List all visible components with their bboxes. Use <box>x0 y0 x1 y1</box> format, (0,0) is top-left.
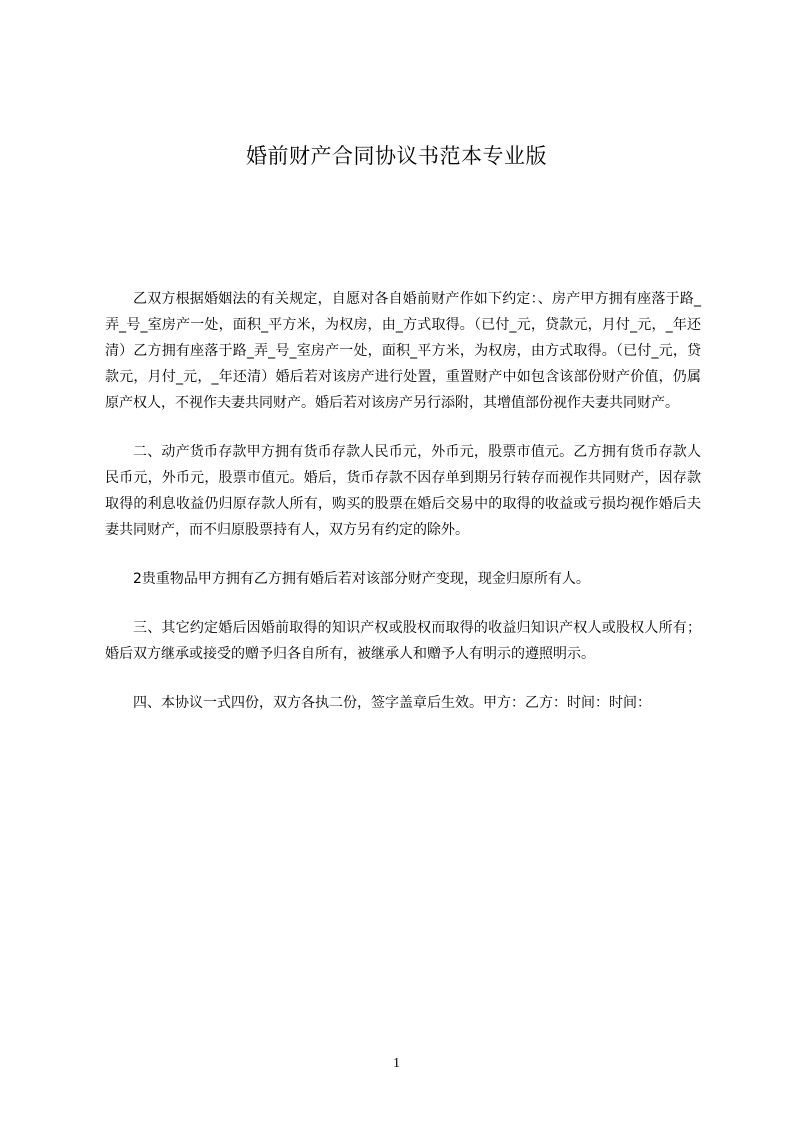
paragraph-signatures: 四、本协议一式四份，双方各执二份，签字盖章后生效。甲方：乙方：时间：时间： <box>133 695 651 711</box>
paragraph-property-house: 乙双方根据婚姻法的有关规定，自愿对各自婚前财产作如下约定：、房产甲方拥有座落于路_弄_号_室房产一处，面积_平方米，为权房，由_方式取得。（已付_元，贷款元，月付_元，_年还清）乙方拥有座落于路_弄_号_室房产一处，面积_平方米，为权房，由方式取得。（已付_元，贷款元，月付_元，_年还清）婚后若对该房产进行处置，重置财产中如包含该部份财产价值，仍属原产权人，不视作夫妻共同财产。婚后若对该房产另行添附，其增值部份视作夫妻共同财产。 <box>105 291 701 411</box>
paragraph-valuables: 2贵重物品甲方拥有乙方拥有婚后若对该部分财产变现，现金归原所有人。 <box>133 571 590 587</box>
document-title: 婚前财产合同协议书范本专业版 <box>246 144 547 168</box>
paragraph-other-agreements: 三、其它约定婚后因婚前取得的知识产权或股权而取得的收益归知识产权人或股权人所有；婚后双方继承或接受的赠予归各自所有，被继承人和赠予人有明示的遵照明示。 <box>105 620 701 662</box>
paragraph-movable-property: 二、动产货币存款甲方拥有货币存款人民币元，外币元，股票市值元。乙方拥有货币存款人民币元，外币元，股票市值元。婚后，货币存款不因存单到期另行转存而视作共同财产，因存款取得的利息收益仍归原存款人所有，购买的股票在婚后交易中的取得的收益或亏损均视作婚后夫妻共同财产，而不归原股票持有人，双方另有约定的除外。 <box>105 444 701 538</box>
document-body <box>105 286 701 739</box>
page-number: 1 <box>393 1056 400 1071</box>
